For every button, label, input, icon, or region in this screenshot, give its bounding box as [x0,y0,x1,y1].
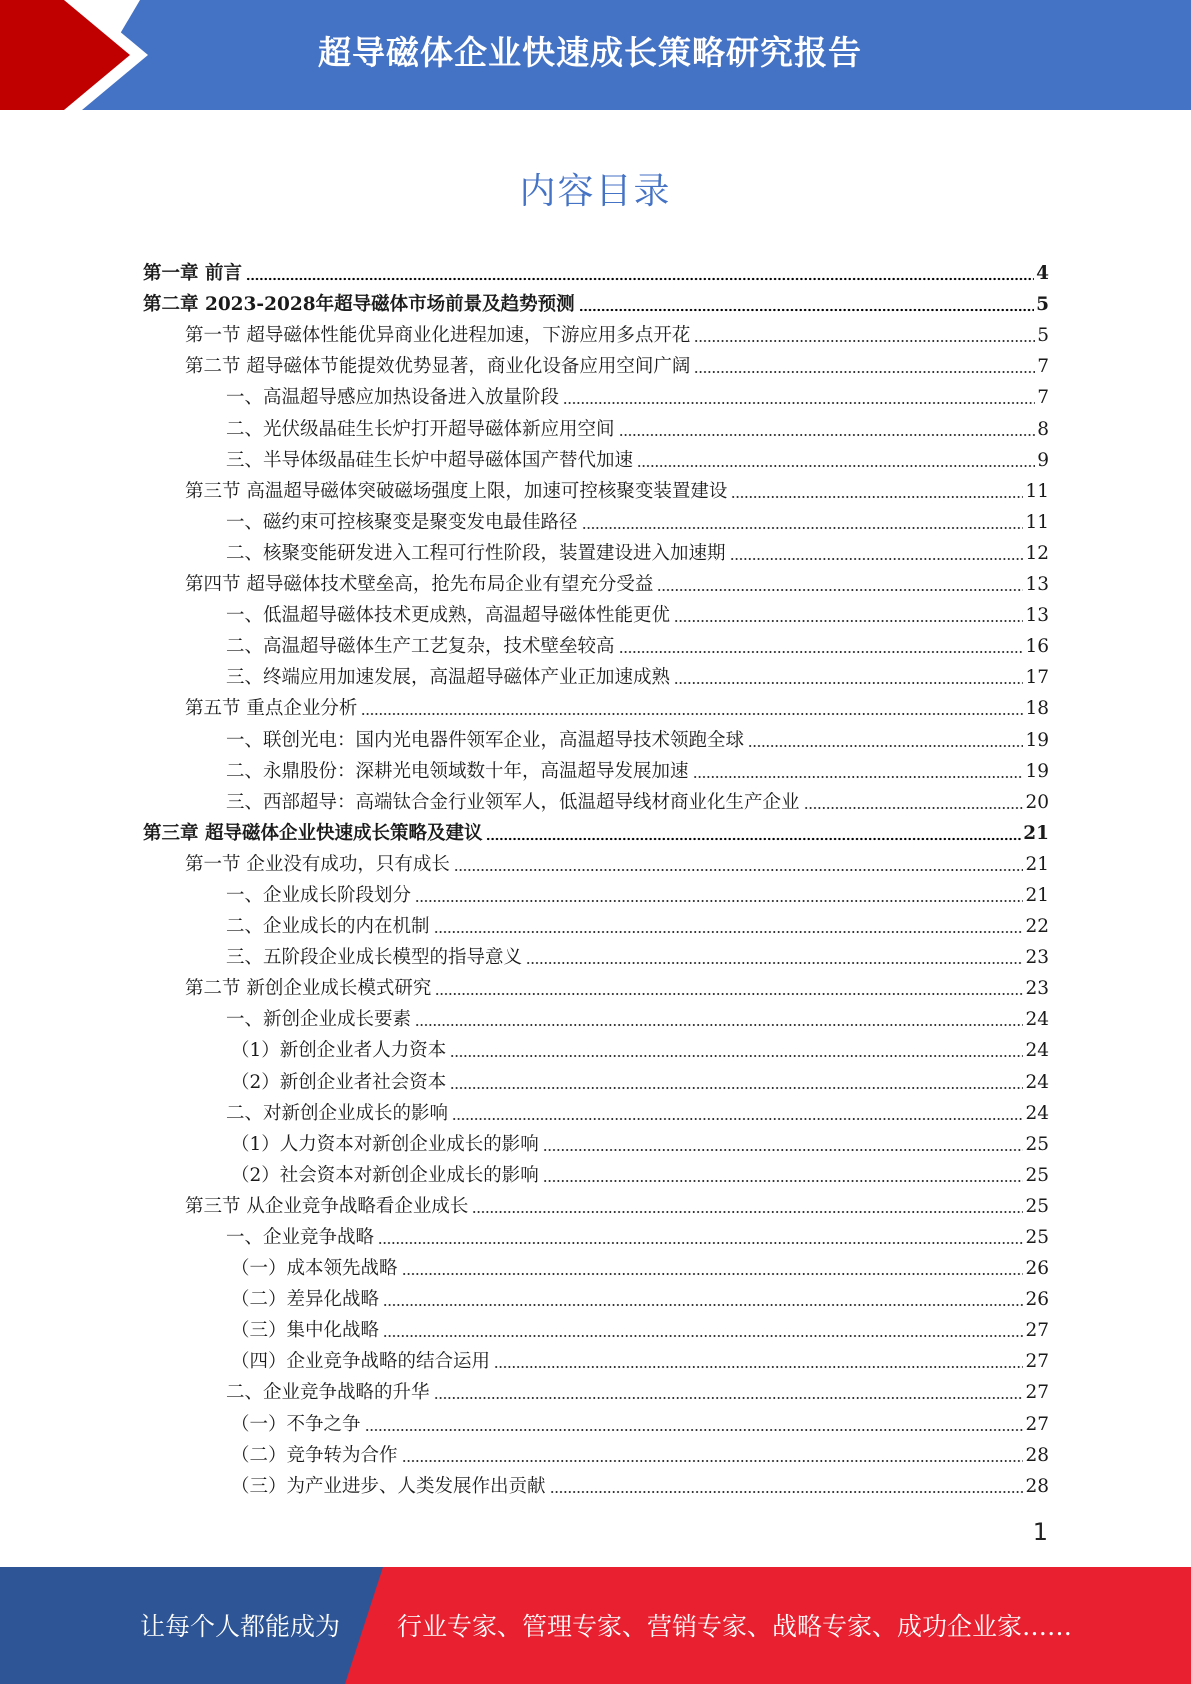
toc-entry-label: 一、低温超导磁体技术更成熟，高温超导磁体性能更优 [226,605,671,627]
toc-dot-leader [582,514,1024,530]
toc-entry-page: 7 [1037,387,1049,409]
toc-entry-page: 23 [1025,978,1049,1000]
toc-entry-page: 11 [1025,511,1049,533]
toc-entry[interactable] [185,316,1049,347]
toc-entry-page: 26 [1025,1258,1049,1280]
toc-entry[interactable] [185,969,1049,1000]
toc-entry-label: 一、企业竞争战略 [226,1227,375,1248]
toc-dot-leader [415,887,1023,903]
toc-entry-label: 二、对新创企业成长的影响 [226,1102,449,1124]
toc-dot-leader [450,1074,1023,1090]
footer-banner [0,1567,1191,1684]
toc-dot-leader [730,545,1024,561]
toc-dot-leader [619,638,1024,654]
toc-entry-label: （一）成本领先战略 [231,1258,398,1280]
toc-entry-page: 22 [1025,916,1049,938]
toc-entry-page: 23 [1025,947,1049,969]
toc-entry-label: 二、高温超导磁体生产工艺复杂，技术壁垒较高 [226,636,615,658]
toc-entry-page: 8 [1037,418,1049,440]
footer-slogan-right: 行业专家、管理专家、营销专家、战略专家、成功企业家…… [397,1612,1073,1641]
toc-entry-label: 三、终端应用加速发展，高温超导磁体产业正加速成熟 [226,667,671,689]
toc-entry-label: 三、西部超导：高端钛合金行业领军人，低温超导线材商业化生产企业 [226,791,800,813]
toc-entry-label: 一、联创光电：国内光电器件领军企业，高温超导技术领跑全球 [226,729,745,751]
toc-entry-label: 一、磁约束可控核聚变是聚变发电最佳路径 [226,511,578,533]
toc-entry[interactable] [185,845,1049,876]
toc-entry-label: 第三节 高温超导磁体突破磁场强度上限，加速可控核聚变装置建设 [185,480,728,502]
toc-entry-page: 5 [1036,294,1049,316]
toc-dot-leader [804,794,1024,810]
toc-entry-label: 二、企业成长的内在机制 [226,916,430,938]
toc-entry-label: 第二节 超导磁体节能提效优势显著，商业化设备应用空间广阔 [185,356,691,378]
toc-entry-page: 13 [1025,605,1049,627]
toc-entry-page: 27 [1025,1382,1049,1404]
toc-entry-label: 一、新创企业成长要素 [226,1009,412,1031]
toc-entry-page: 11 [1025,480,1049,502]
toc-dot-leader [434,1384,1024,1400]
toc-entry-page: 27 [1025,1320,1049,1342]
toc-entry[interactable] [231,1436,1049,1467]
toc-entry-page: 24 [1025,1009,1049,1031]
toc-entry-page: 17 [1025,667,1049,689]
toc-entry[interactable] [226,720,1049,751]
toc-dot-leader [694,327,1035,343]
toc-entry[interactable] [185,689,1049,720]
toc-entry[interactable] [231,1062,1049,1093]
toc-entry-page: 25 [1025,1195,1049,1217]
toc-entry-page: 21 [1023,822,1049,844]
toc-entry-label: 三、半导体级晶硅生长炉中超导磁体国产替代加速 [226,449,634,471]
toc-dot-leader [402,1447,1024,1463]
toc-entry[interactable] [143,254,1049,285]
toc-dot-leader [526,949,1023,965]
toc-dot-leader [748,732,1023,748]
toc-entry[interactable] [231,1467,1049,1498]
toc-dot-leader [693,763,1024,779]
toc-dot-leader [402,1260,1024,1276]
toc-entry[interactable] [226,907,1049,938]
toc-entry-page: 25 [1025,1227,1049,1248]
toc-dot-leader [246,265,1034,281]
toc-entry[interactable] [231,1342,1049,1373]
toc-entry[interactable] [226,1218,1049,1249]
toc-entry-page: 16 [1025,636,1049,658]
toc-entry-page: 21 [1025,853,1049,875]
toc-dot-leader [361,700,1023,716]
toc-entry-label: 第二章 2023-2028年超导磁体市场前景及趋势预测 [143,294,575,316]
toc-entry-page: 9 [1037,449,1049,471]
toc-entry-label: （2）社会资本对新创企业成长的影响 [231,1164,539,1186]
toc-dot-leader [674,607,1023,623]
toc-entry-page: 21 [1025,884,1049,906]
toc-dot-leader [550,1478,1024,1494]
toc-entry-page: 18 [1025,698,1049,720]
toc-dot-leader [731,483,1023,499]
toc-entry[interactable] [226,534,1049,565]
toc-entry-page: 25 [1025,1133,1049,1155]
toc-entry-page: 24 [1025,1071,1049,1093]
toc-dot-leader [543,1167,1024,1183]
toc-dot-leader [637,452,1035,468]
toc-dot-leader [435,980,1023,996]
toc-dot-leader [619,421,1036,437]
toc-entry-page: 27 [1025,1413,1049,1435]
toc-dot-leader [657,576,1023,592]
toc-entry[interactable] [226,627,1049,658]
toc-dot-leader [486,825,1021,841]
toc-entry[interactable] [226,1094,1049,1125]
toc-entry[interactable] [226,658,1049,689]
toc-entry-page: 24 [1025,1040,1049,1062]
toc-entry-label: 二、企业竞争战略的升华 [226,1382,430,1404]
table-of-contents [143,254,1049,1498]
toc-entry-label: 三、五阶段企业成长模型的指导意义 [226,947,523,969]
page-number: 1 [1032,1518,1048,1546]
toc-dot-leader [415,1011,1023,1027]
toc-entry[interactable] [226,409,1049,440]
toc-entry[interactable] [226,752,1049,783]
toc-entry-label: （三）集中化战略 [231,1320,380,1342]
toc-dot-leader [494,1353,1023,1369]
report-title: 超导磁体企业快速成长策略研究报告 [318,33,862,72]
toc-entry[interactable] [226,1000,1049,1031]
toc-entry-label: （1）人力资本对新创企业成长的影响 [231,1133,539,1155]
toc-entry-label: （2）新创企业者社会资本 [231,1071,447,1093]
toc-entry[interactable] [185,565,1049,596]
toc-entry-label: 一、高温超导感应加热设备进入放量阶段 [226,387,560,409]
toc-dot-leader [383,1322,1023,1338]
toc-dot-leader [378,1229,1023,1245]
toc-dot-leader [674,669,1023,685]
toc-entry[interactable] [185,1187,1049,1218]
toc-entry-page: 28 [1025,1475,1049,1497]
toc-dot-leader [434,918,1024,934]
toc-entry-label: 第三节 从企业竞争战略看企业成长 [185,1195,469,1217]
toc-entry[interactable] [231,1031,1049,1062]
toc-entry[interactable] [226,503,1049,534]
toc-entry-page: 4 [1036,263,1049,285]
toc-entry[interactable] [231,1125,1049,1156]
toc-dot-leader [452,1105,1023,1121]
toc-dot-leader [563,389,1035,405]
toc-entry-label: 一、企业成长阶段划分 [226,884,412,906]
toc-dot-leader [543,1136,1024,1152]
toc-entry-page: 12 [1025,542,1049,564]
toc-entry-label: 第一节 超导磁体性能优异商业化进程加速，下游应用多点开花 [185,325,691,347]
toc-entry-label: （二）差异化战略 [231,1289,380,1311]
toc-entry-page: 19 [1025,729,1049,751]
toc-entry-label: （四）企业竞争战略的结合运用 [231,1351,491,1373]
toc-entry[interactable] [143,814,1049,845]
toc-entry[interactable] [185,347,1049,378]
toc-heading: 内容目录 [519,171,672,212]
toc-entry-label: （1）新创企业者人力资本 [231,1040,447,1062]
toc-dot-leader [694,358,1035,374]
toc-entry[interactable] [231,1249,1049,1280]
toc-entry[interactable] [226,876,1049,907]
toc-entry-page: 13 [1025,574,1049,596]
toc-entry-page: 27 [1025,1351,1049,1373]
toc-entry[interactable] [143,285,1049,316]
toc-dot-leader [472,1198,1023,1214]
toc-entry-label: 二、永鼎股份：深耕光电领域数十年，高温超导发展加速 [226,760,689,782]
toc-entry[interactable] [226,441,1049,472]
report-header-banner [0,0,1191,110]
toc-entry[interactable] [226,1373,1049,1404]
toc-entry-page: 25 [1025,1164,1049,1186]
toc-entry-label: （三）为产业进步、人类发展作出贡献 [231,1475,546,1497]
toc-dot-leader [365,1416,1024,1432]
toc-entry[interactable] [231,1311,1049,1342]
toc-entry-page: 7 [1037,356,1049,378]
toc-entry[interactable] [185,472,1049,503]
toc-entry-label: 第三章 超导磁体企业快速成长策略及建议 [143,822,483,844]
toc-dot-leader [383,1291,1023,1307]
footer-slogan-left: 让每个人都能成为 [140,1612,341,1641]
toc-entry-label: （一）不争之争 [231,1413,361,1435]
toc-entry-label: 第一章 前言 [143,263,242,285]
toc-entry[interactable] [226,938,1049,969]
toc-entry-label: 二、核聚变能研发进入工程可行性阶段，装置建设进入加速期 [226,542,726,564]
toc-entry-page: 5 [1037,325,1049,347]
toc-entry[interactable] [231,1404,1049,1435]
toc-entry-label: 第五节 重点企业分析 [185,698,358,720]
toc-entry[interactable] [226,783,1049,814]
toc-entry-page: 19 [1025,760,1049,782]
toc-entry-label: 第二节 新创企业成长模式研究 [185,978,432,1000]
toc-entry[interactable] [226,378,1049,409]
toc-entry-label: 第四节 超导磁体技术壁垒高，抢先布局企业有望充分受益 [185,574,654,596]
toc-entry-label: （二）竞争转为合作 [231,1444,398,1466]
toc-entry-page: 24 [1025,1102,1049,1124]
toc-entry-page: 28 [1025,1444,1049,1466]
toc-entry-label: 第一节 企业没有成功，只有成长 [185,853,450,875]
toc-dot-leader [450,1042,1023,1058]
toc-entry-page: 20 [1025,791,1049,813]
toc-dot-leader [454,856,1024,872]
toc-entry[interactable] [226,596,1049,627]
toc-entry[interactable] [231,1156,1049,1187]
toc-entry-page: 26 [1025,1289,1049,1311]
toc-entry-label: 二、光伏级晶硅生长炉打开超导磁体新应用空间 [226,418,615,440]
toc-entry[interactable] [231,1280,1049,1311]
toc-dot-leader [579,296,1035,312]
